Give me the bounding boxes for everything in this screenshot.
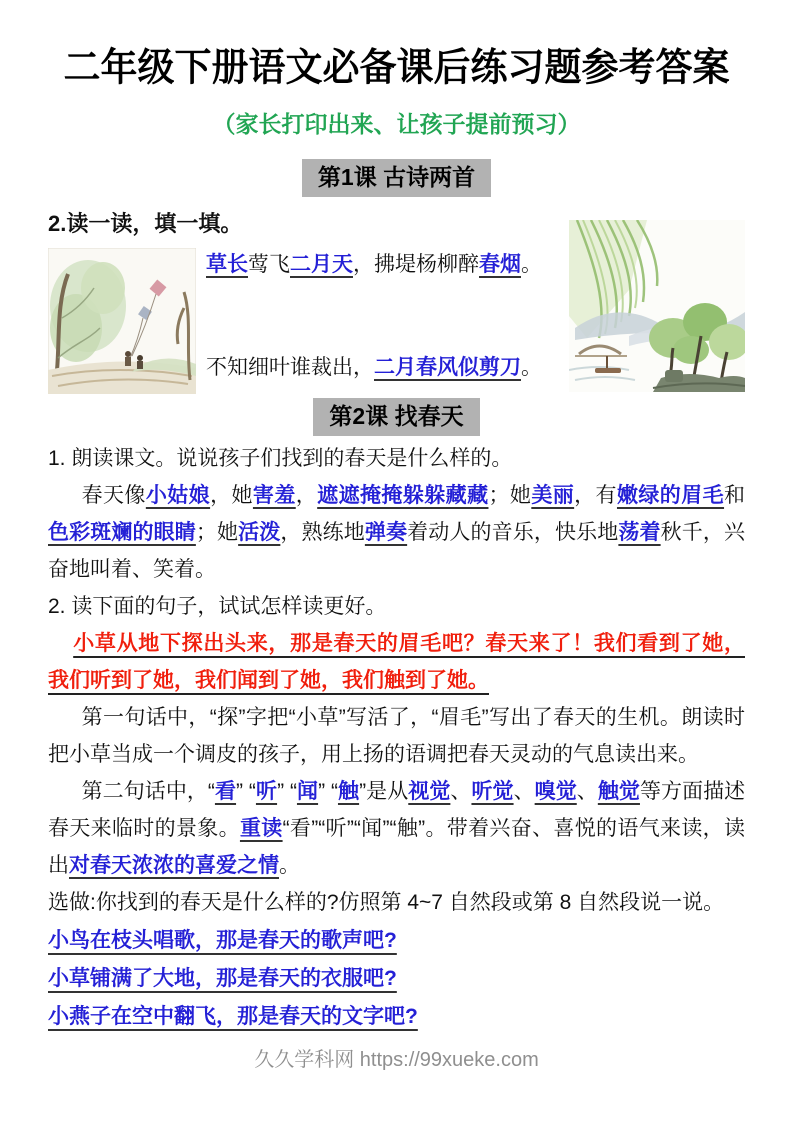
lesson2-optional-task: 选做:你找到的春天是什么样的?仿照第 4~7 自然段或第 8 自然段说一说。 [48,891,725,915]
lesson2-analysis-2 [48,773,745,884]
text-run: 活泼 [238,521,281,545]
text-run: 弹奏 [364,521,408,545]
text-run: ；她 [195,521,239,545]
text-run: 、 [576,780,598,804]
text-run: ” “ [277,780,297,804]
text-run: ，有 [574,484,617,508]
lesson2-header: 第2课 找春天 [313,398,479,436]
lesson2-red-sentences: 小草从地下探出头来，那是春天的眉毛吧？春天来了！我们看到了她，我们听到了她，我们闻到了她，我们触到了她。 [48,632,745,693]
text-run: 春天像 [81,484,146,508]
text-run: 视觉 [408,780,451,804]
text-run: 嗅觉 [534,780,577,804]
poem-line-2 [206,349,567,386]
text-run: 。 [521,356,542,380]
text-run: 闻 [296,780,319,804]
lesson1-header: 第1课 古诗两首 [302,159,491,197]
text-run: 不知细叶谁裁出， [206,356,374,380]
text-run: 听 [255,780,278,804]
text-run: 。 [521,253,542,277]
lesson2-answer-1 [48,477,745,588]
page-subtitle: （家长打印出来、让孩子提前预习） [212,111,581,138]
willow-lake-painting-image [569,220,745,392]
text-run: 听觉 [471,780,514,804]
lesson2-header-row [48,398,745,436]
text-run: 触 [337,780,360,804]
text-run: ” “ [236,780,256,804]
text-run: 小姑娘 [145,484,211,508]
text-run: 着动人的音乐，快乐地 [407,521,619,545]
text-run: 看 [214,780,237,804]
lesson2-analysis-1: 第一句话中，“探”字把“小草”写活了，“眉毛”写出了春天的生机。朗读时把小草当成一个调皮的孩子，用上扬的语调把春天灵动的气息读出来。 [48,706,745,767]
text-run: 重读 [239,817,283,841]
text-run: 遮遮掩掩躲躲藏藏 [317,484,489,508]
poem-section [48,244,745,396]
sample-answer-1: 小鸟在枝头唱歌，那是春天的歌声吧? [48,929,397,953]
poem-line-1 [206,246,567,283]
text-run: 荡着 [618,521,661,545]
text-run: 嫩绿的眉毛 [616,484,725,508]
text-run: 和 [724,484,746,508]
lesson2-question-1: 1. 朗读课文。说说孩子们找到的春天是什么样的。 [48,447,513,471]
lesson1-question-label: 2.读一读，填一填。 [48,211,243,237]
text-run: ，拂堤杨柳醉 [353,253,479,277]
lesson1-header-row [48,159,745,197]
text-run: 。 [279,854,300,878]
text-run: 触觉 [597,780,640,804]
text-run: ， [295,484,318,508]
spring-landscape-painting-image [48,248,196,394]
text-run: 秋千，兴奋地叫着、笑着。 [48,521,745,582]
text-run: 美丽 [531,484,575,508]
text-run: ，她 [210,484,253,508]
text-run: 、 [450,780,472,804]
sample-answer-2: 小草铺满了大地，那是春天的衣服吧? [48,967,397,991]
text-run: 二月天 [290,253,353,277]
poem-lines [196,244,569,396]
text-run: 二月春风似剪刀 [374,356,521,380]
lesson2-body [48,440,745,1035]
lesson2-question-2: 2. 读下面的句子，试试怎样读更好。 [48,595,387,619]
text-run: 、 [513,780,535,804]
text-run: 害羞 [252,484,296,508]
text-run: 对春天浓浓的喜爱之情 [69,854,279,878]
text-run: 等方面描述春天来临时的景象。 [48,780,746,841]
text-run: 草长 [206,253,248,277]
page-title: 二年级下册语文必备课后练习题参考答案 [63,45,730,89]
sample-answer-3: 小燕子在空中翻飞，那是春天的文字吧? [48,1005,418,1029]
text-run: ” “ [318,780,338,804]
text-run: 莺飞 [248,253,290,277]
text-run: 春烟 [479,253,521,277]
text-run: ”是从 [359,780,409,804]
text-run: 色彩斑斓的眼睛 [48,521,196,545]
text-run: “看”“听”“闻”“触”。带着兴奋、喜悦的语气来读，读出 [48,817,746,878]
text-run: ；她 [488,484,532,508]
text-run: ，熟练地 [280,521,365,545]
site-watermark: 久久学科网 https://99xueke.com [254,1049,539,1072]
text-run: 第二句话中，“ [81,780,215,804]
